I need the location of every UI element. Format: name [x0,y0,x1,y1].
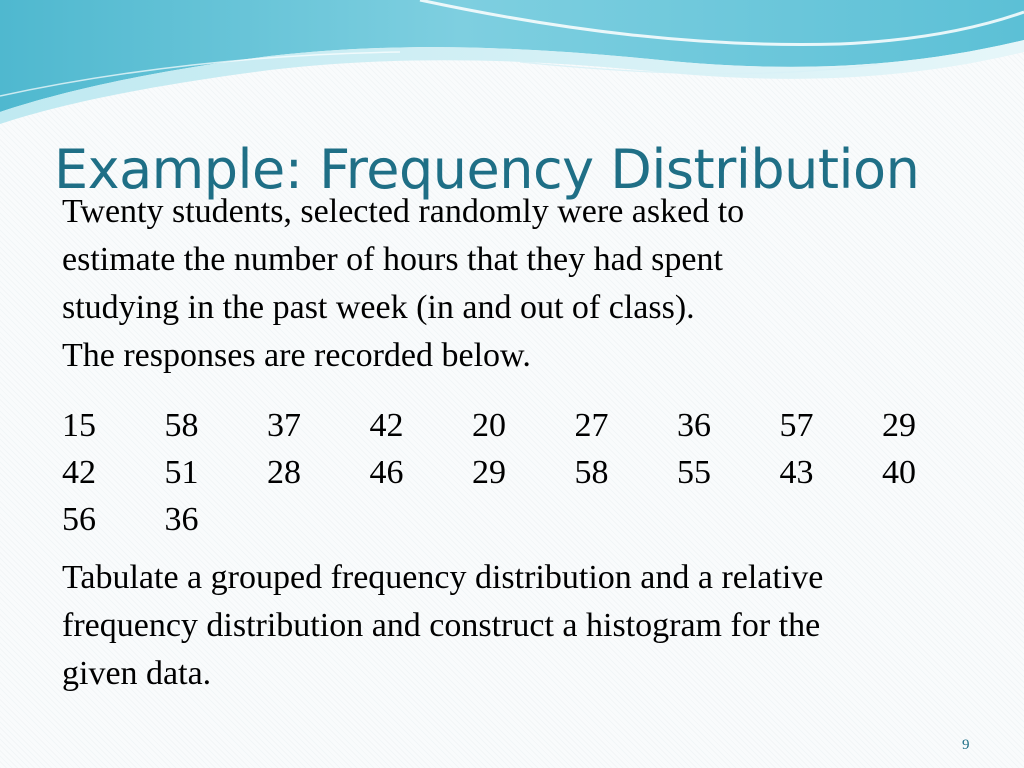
data-value: 46 [369,454,404,491]
data-value: 36 [677,407,711,444]
data-row [62,449,985,496]
data-value: 42 [369,407,404,444]
slide-title: Example: Frequency Distribution [54,138,920,201]
intro-line: Twenty students, selected randomly were asked to [62,193,745,230]
intro-line: studying in the past week (in and out of class). [62,289,695,326]
data-value: 40 [882,454,916,491]
page-number: 9 [962,737,970,753]
data-row [62,402,985,449]
data-values-table [62,402,985,543]
task-line: frequency distribution and construct a histogram for the [62,607,821,644]
intro-line: The responses are recorded below. [62,337,531,374]
data-value: 29 [472,454,506,491]
data-value: 20 [472,407,506,444]
intro-line: estimate the number of hours that they had spent [62,241,723,278]
data-value: 55 [677,454,711,491]
data-value: 42 [62,454,96,491]
data-value: 51 [164,454,199,491]
task-line: Tabulate a grouped frequency distribution and a relative [62,559,824,596]
data-value: 36 [164,501,199,538]
data-value: 27 [574,407,609,444]
data-value: 15 [62,407,96,444]
header-wave-decoration [0,0,1024,130]
task-line: given data. [62,655,212,692]
data-value: 58 [574,454,609,491]
intro-paragraph [62,188,962,380]
data-value: 29 [882,407,916,444]
data-value: 57 [779,407,814,444]
data-row [62,496,985,543]
data-value: 58 [164,407,199,444]
data-value: 37 [267,407,301,444]
data-value: 43 [779,454,814,491]
data-value: 56 [62,501,96,538]
data-value: 28 [267,454,301,491]
task-paragraph [62,554,823,698]
